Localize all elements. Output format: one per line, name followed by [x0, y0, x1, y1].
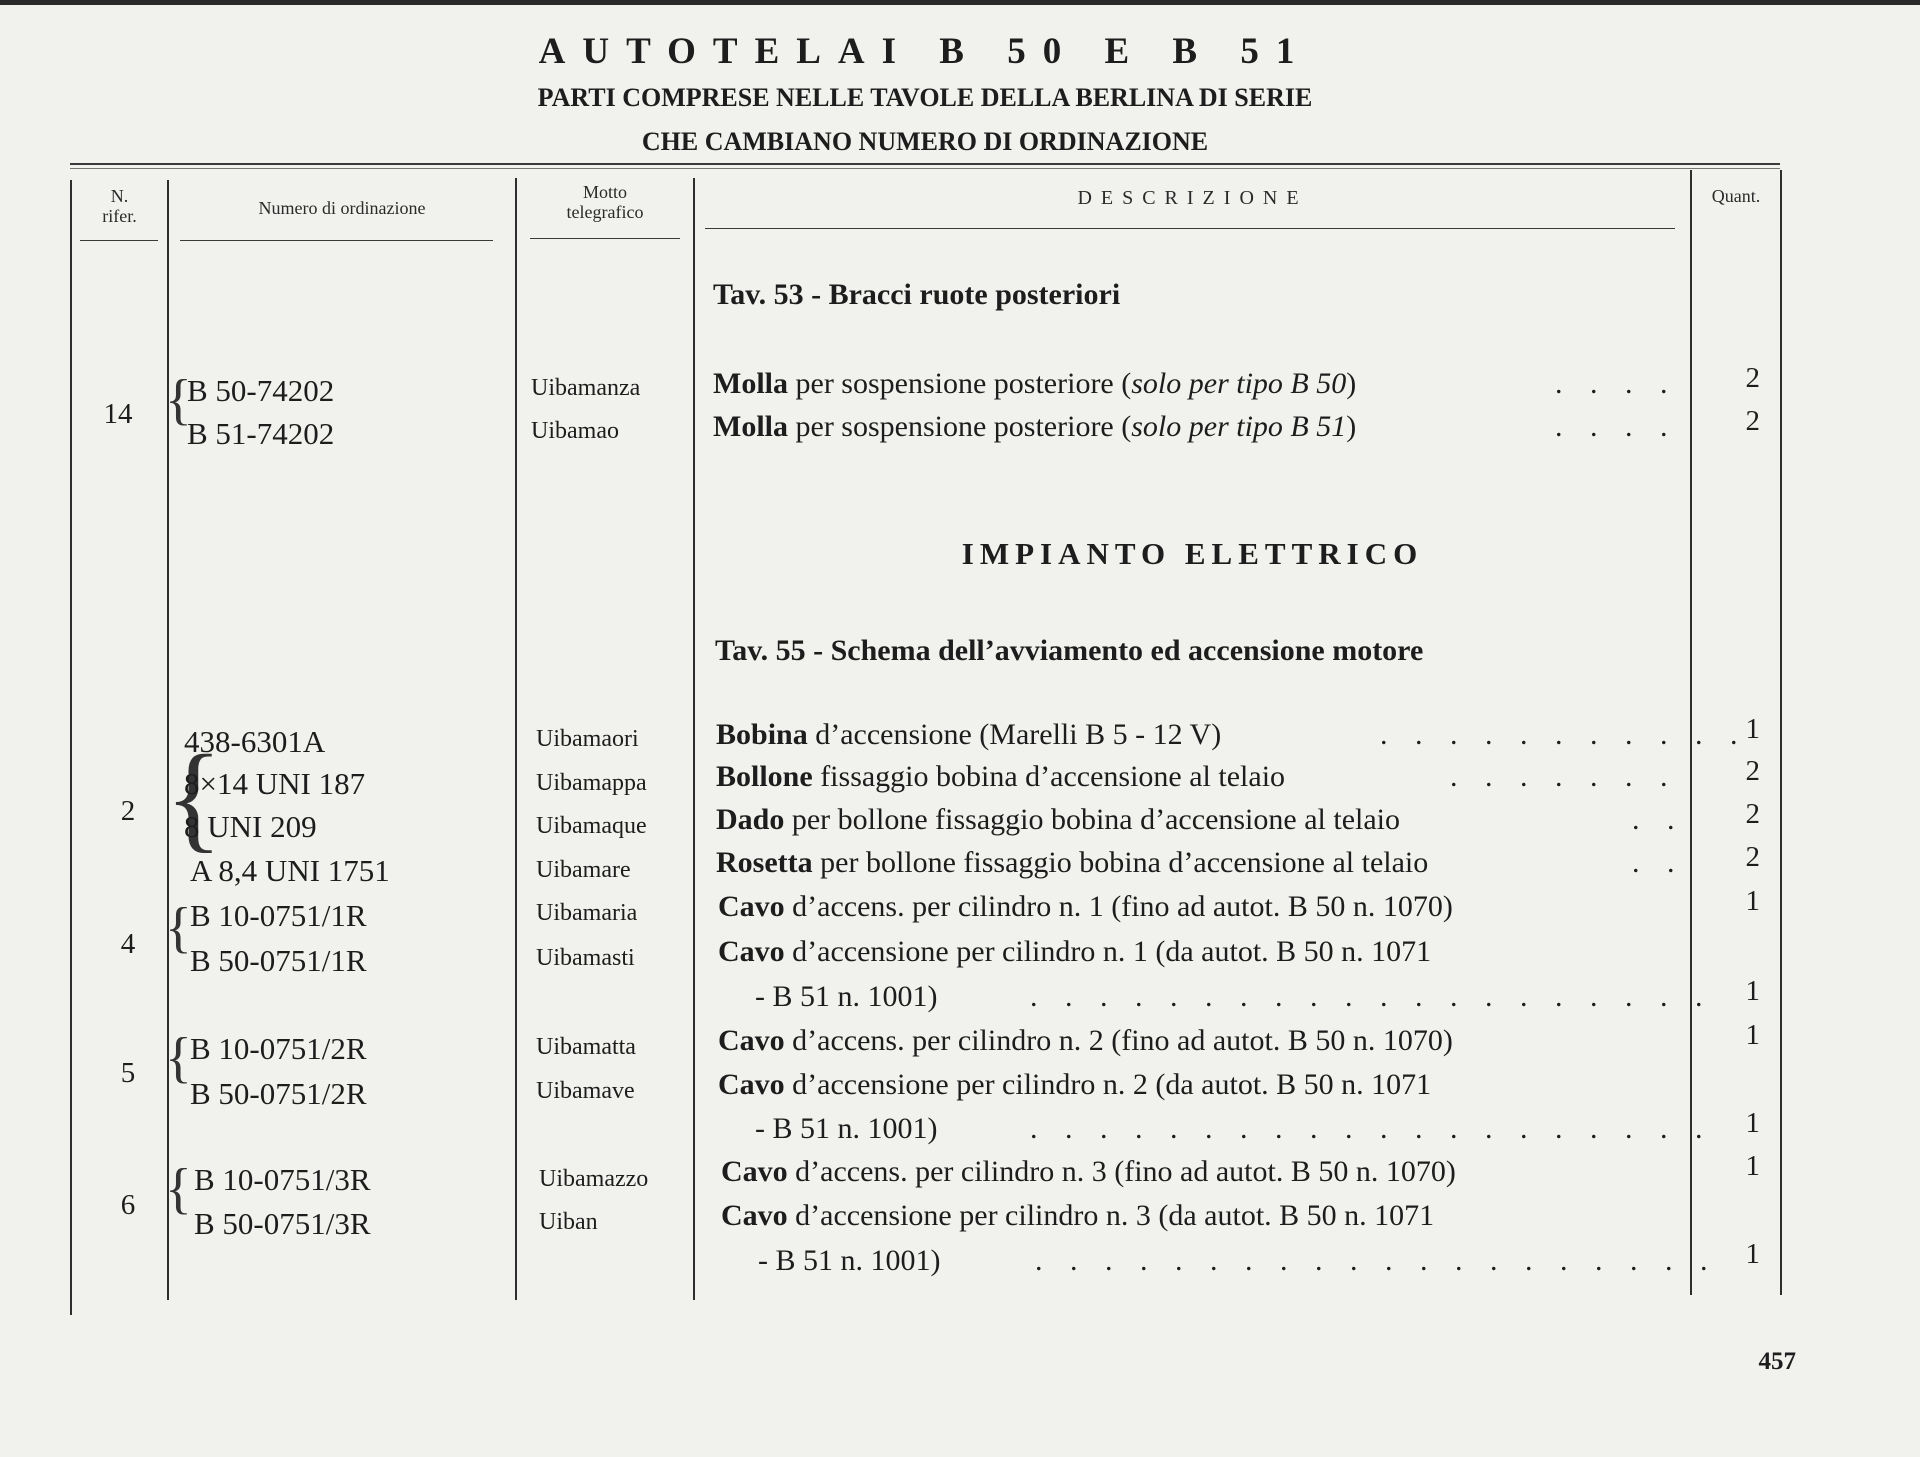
column-header-quant: Quant. [1711, 186, 1761, 206]
row-rif: 5 [120, 1057, 136, 1089]
row-description: Molla per sospensione posteriore (solo per tipo B 51) [713, 410, 1357, 443]
row-description: Dado per bollone fissaggio bobina d’accensione al telaio [716, 803, 1400, 836]
brace-group-5: { [165, 1027, 192, 1089]
row-leader-dots: . . . . . . . [1450, 760, 1678, 793]
row-quantity: 2 [1745, 798, 1760, 830]
row-description: Cavo d’accens. per cilindro n. 3 (fino ad autot. B 50 n. 1070) [721, 1155, 1456, 1188]
row-description-continuation: - B 51 n. 1001) [758, 1244, 941, 1277]
row-leader-dots: . . [1632, 846, 1685, 879]
column-header-rif [72, 186, 167, 226]
column-header-rif-line1: N. [110, 186, 129, 206]
row-order-number: 438-6301A [184, 724, 326, 759]
row-order-number: B 10-0751/3R [194, 1162, 371, 1197]
column-header-descrizione: DESCRIZIONE [1077, 187, 1308, 209]
row-quantity: 1 [1745, 885, 1760, 917]
column-header-motto-line1: Motto [582, 182, 627, 202]
row-quantity: 1 [1745, 1019, 1760, 1051]
table-top-rule [70, 163, 1780, 165]
row-leader-dots: . . . . . . . . . . . . . . . . . . . . [1035, 1244, 1718, 1277]
row-description: Bobina d’accensione (Marelli B 5 - 12 V) [716, 718, 1222, 751]
page-subtitle-1: PARTI COMPRESE NELLE TAVOLE DELLA BERLINA DI SERIE [537, 83, 1313, 112]
page-subtitle-2: CHE CAMBIANO NUMERO DI ORDINAZIONE [641, 127, 1209, 156]
row-order-number: B 50-0751/1R [190, 943, 367, 978]
brace-group-2: { [165, 730, 223, 863]
row-order-number: B 50-0751/2R [190, 1076, 367, 1111]
column-divider-2 [515, 178, 517, 1300]
column-header-ordinazione: Numero di ordinazione [258, 198, 426, 218]
row-quantity: 1 [1745, 1238, 1760, 1270]
row-leader-dots: . . . . . . . . . . . . . . . . . . . . [1030, 980, 1713, 1013]
row-quantity: 1 [1745, 713, 1760, 745]
column-divider-left [70, 180, 72, 1315]
row-rif: 14 [103, 398, 133, 430]
row-order-number: B 50-0751/3R [194, 1206, 371, 1241]
row-quantity: 2 [1745, 755, 1760, 787]
row-description: Molla per sospensione posteriore (solo per tipo B 50) [713, 367, 1357, 400]
column-divider-3 [693, 178, 695, 1300]
table-top-rule-thin [70, 168, 1780, 169]
header-underline-ordinazione [180, 240, 493, 241]
row-motto: Uiban [539, 1209, 598, 1235]
row-motto: Uibamanza [531, 375, 641, 401]
section-heading-tav53: Tav. 53 - Bracci ruote posteriori [713, 278, 1121, 311]
top-border [0, 0, 1920, 5]
row-motto: Uibamave [536, 1078, 635, 1104]
row-leader-dots: . . . . . . . . . . . [1380, 718, 1748, 751]
header-underline-rif [80, 240, 158, 241]
row-leader-dots: . . . . [1555, 410, 1678, 443]
column-divider-right [1780, 170, 1782, 1295]
row-description: Rosetta per bollone fissaggio bobina d’accensione al telaio [716, 846, 1429, 879]
row-quantity: 2 [1745, 405, 1760, 437]
row-description-continuation: - B 51 n. 1001) [755, 980, 938, 1013]
row-motto: Uibamaque [536, 813, 647, 839]
brace-group-4: { [165, 897, 192, 959]
row-motto: Uibamatta [536, 1034, 636, 1060]
row-quantity: 2 [1745, 362, 1760, 394]
row-rif: 6 [120, 1189, 136, 1221]
row-quantity: 2 [1745, 841, 1760, 873]
row-order-number: 8 UNI 209 [184, 809, 317, 844]
row-rif: 2 [120, 795, 136, 827]
page-number: 457 [1758, 1348, 1796, 1375]
row-description: Cavo d’accensione per cilindro n. 3 (da autot. B 50 n. 1071 [721, 1199, 1435, 1232]
row-description: Cavo d’accensione per cilindro n. 1 (da autot. B 50 n. 1071 [718, 935, 1432, 968]
column-header-motto-line2: telegrafico [566, 202, 644, 222]
row-description: Bollone fissaggio bobina d’accensione al telaio [716, 760, 1286, 793]
section-heading-impianto-elettrico: IMPIANTO ELETTRICO [961, 536, 1424, 571]
row-motto: Uibamappa [536, 770, 647, 796]
row-quantity: 1 [1745, 1150, 1760, 1182]
row-rif: 4 [120, 928, 136, 960]
column-header-motto [517, 182, 693, 222]
row-quantity: 1 [1745, 1107, 1760, 1139]
row-motto: Uibamao [531, 418, 619, 444]
section-heading-tav55: Tav. 55 - Schema dell’avviamento ed accensione motore [715, 634, 1424, 667]
row-motto: Uibamare [536, 857, 631, 883]
column-header-rif-line2: rifer. [102, 206, 137, 226]
row-order-number: B 51-74202 [187, 416, 335, 451]
row-motto: Uibamasti [536, 945, 635, 971]
row-order-number: B 10-0751/1R [190, 898, 367, 933]
brace-group-6: { [165, 1158, 192, 1220]
row-leader-dots: . . [1632, 803, 1685, 836]
page-title: AUTOTELAI B 50 E B 51 [538, 31, 1312, 72]
row-motto: Uibamazzo [539, 1166, 649, 1192]
row-order-number: A 8,4 UNI 1751 [190, 853, 390, 888]
row-order-number: B 10-0751/2R [190, 1031, 367, 1066]
row-description: Cavo d’accens. per cilindro n. 1 (fino ad autot. B 50 n. 1070) [718, 890, 1453, 923]
brace-group-14: { [165, 369, 192, 431]
row-motto: Uibamaori [536, 726, 639, 752]
row-leader-dots: . . . . [1555, 367, 1678, 400]
row-order-number: 8×14 UNI 187 [184, 766, 366, 801]
row-description: Cavo d’accensione per cilindro n. 2 (da autot. B 50 n. 1071 [718, 1068, 1432, 1101]
row-description: Cavo d’accens. per cilindro n. 2 (fino ad autot. B 50 n. 1070) [718, 1024, 1453, 1057]
row-leader-dots: . . . . . . . . . . . . . . . . . . . . [1030, 1112, 1713, 1145]
header-underline-motto [530, 238, 680, 239]
header-underline-descrizione [705, 228, 1675, 229]
row-motto: Uibamaria [536, 900, 638, 926]
row-order-number: B 50-74202 [187, 373, 335, 408]
row-description-continuation: - B 51 n. 1001) [755, 1112, 938, 1145]
row-quantity: 1 [1745, 975, 1760, 1007]
